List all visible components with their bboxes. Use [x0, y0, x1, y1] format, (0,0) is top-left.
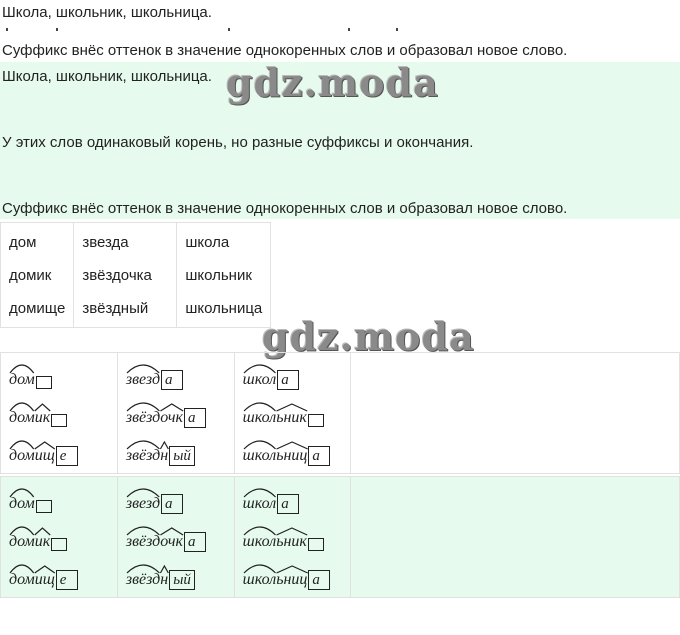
morpheme-text: школьниц	[242, 447, 308, 464]
morpheme-text: звезд	[125, 495, 161, 512]
ending-box	[308, 538, 324, 551]
morpheme-word	[126, 485, 183, 515]
empty-cell	[351, 477, 680, 598]
words-column-shkola	[177, 223, 271, 328]
morpheme-text: школьниц	[242, 571, 308, 588]
ending-box: а	[184, 408, 206, 428]
morpheme-text: звёздочк	[125, 533, 183, 550]
ending-box: е	[56, 570, 78, 590]
morpheme-word	[9, 561, 78, 591]
ending-box: а	[308, 570, 330, 590]
ending-box	[308, 414, 324, 427]
morpheme-word	[243, 561, 331, 591]
green-line-2: У этих слов одинаковый корень, но разные суффиксы и окончания.	[2, 134, 474, 151]
word-cell: домик	[9, 267, 52, 284]
morpheme-text: дом	[9, 371, 35, 388]
morpheme-word	[243, 523, 324, 553]
morpheme-word	[9, 523, 67, 553]
morpheme-table	[0, 352, 680, 474]
morph-col-3	[234, 477, 351, 598]
morpheme-word	[9, 361, 52, 391]
morpheme-word	[126, 437, 195, 467]
morpheme-text: школьник	[242, 533, 307, 550]
morph-col-3	[234, 353, 351, 474]
words-column-dom	[1, 223, 74, 328]
ending-box: а	[184, 532, 206, 552]
word-cell: звёздочка	[82, 267, 152, 284]
text-line-1: Школа, школьник, школьница.	[2, 4, 212, 21]
morpheme-text: звезд	[125, 371, 161, 388]
word-cell: домище	[9, 300, 66, 317]
morpheme-word	[126, 561, 195, 591]
ending-box: а	[277, 370, 299, 390]
morpheme-text: школьник	[242, 409, 307, 426]
morpheme-word	[9, 437, 78, 467]
green-line-1: Школа, школьник, школьница.	[2, 68, 212, 85]
morpheme-text: домик	[9, 409, 51, 426]
morpheme-word	[126, 399, 206, 429]
ending-box	[51, 414, 67, 427]
morpheme-word	[243, 485, 300, 515]
words-column-zvezda	[74, 223, 177, 328]
morpheme-word	[243, 399, 324, 429]
word-cell: школьник	[185, 267, 252, 284]
ending-box: ый	[169, 446, 195, 466]
word-cell: школьница	[185, 300, 263, 317]
ending-box: а	[308, 446, 330, 466]
word-cell: звёздный	[82, 300, 149, 317]
morpheme-word	[9, 485, 52, 515]
ending-box: е	[56, 446, 78, 466]
morpheme-word	[126, 523, 206, 553]
morpheme-text: домищ	[9, 447, 55, 464]
word-cell: дом	[9, 234, 37, 251]
ending-box	[51, 538, 67, 551]
watermark-logo: gdz.moda	[226, 60, 439, 105]
morpheme-word	[9, 399, 67, 429]
empty-cell	[351, 353, 680, 474]
ending-box: а	[161, 370, 183, 390]
morpheme-text: школ	[242, 371, 277, 388]
cropped-text-fragment	[2, 28, 402, 34]
morpheme-text: звёздн	[125, 447, 169, 464]
ending-box: ый	[169, 570, 195, 590]
ending-box	[36, 500, 52, 513]
ending-box	[36, 376, 52, 389]
morpheme-word	[243, 361, 300, 391]
word-cell: звезда	[82, 234, 129, 251]
morpheme-text: домищ	[9, 571, 55, 588]
morph-col-1	[1, 353, 118, 474]
morpheme-text: звёздочк	[125, 409, 183, 426]
morph-col-2	[117, 353, 234, 474]
green-line-3: Суффикс внёс оттенок в значение однокоренных слов и образовал новое слово.	[2, 200, 568, 217]
text-line-2: Суффикс внёс оттенок в значение однокоренных слов и образовал новое слово.	[2, 42, 568, 59]
morph-col-2	[117, 477, 234, 598]
morpheme-text: дом	[9, 495, 35, 512]
morph-col-1	[1, 477, 118, 598]
morpheme-text: школ	[242, 495, 277, 512]
morpheme-text: домик	[9, 533, 51, 550]
word-cell: школа	[185, 234, 230, 251]
ending-box: а	[277, 494, 299, 514]
morpheme-word	[126, 361, 183, 391]
morpheme-table-copy	[0, 476, 680, 598]
words-table	[0, 222, 271, 328]
ending-box: а	[161, 494, 183, 514]
watermark-logo: gdz.moda	[262, 314, 475, 359]
morpheme-text: звёздн	[125, 571, 169, 588]
morpheme-word	[243, 437, 331, 467]
